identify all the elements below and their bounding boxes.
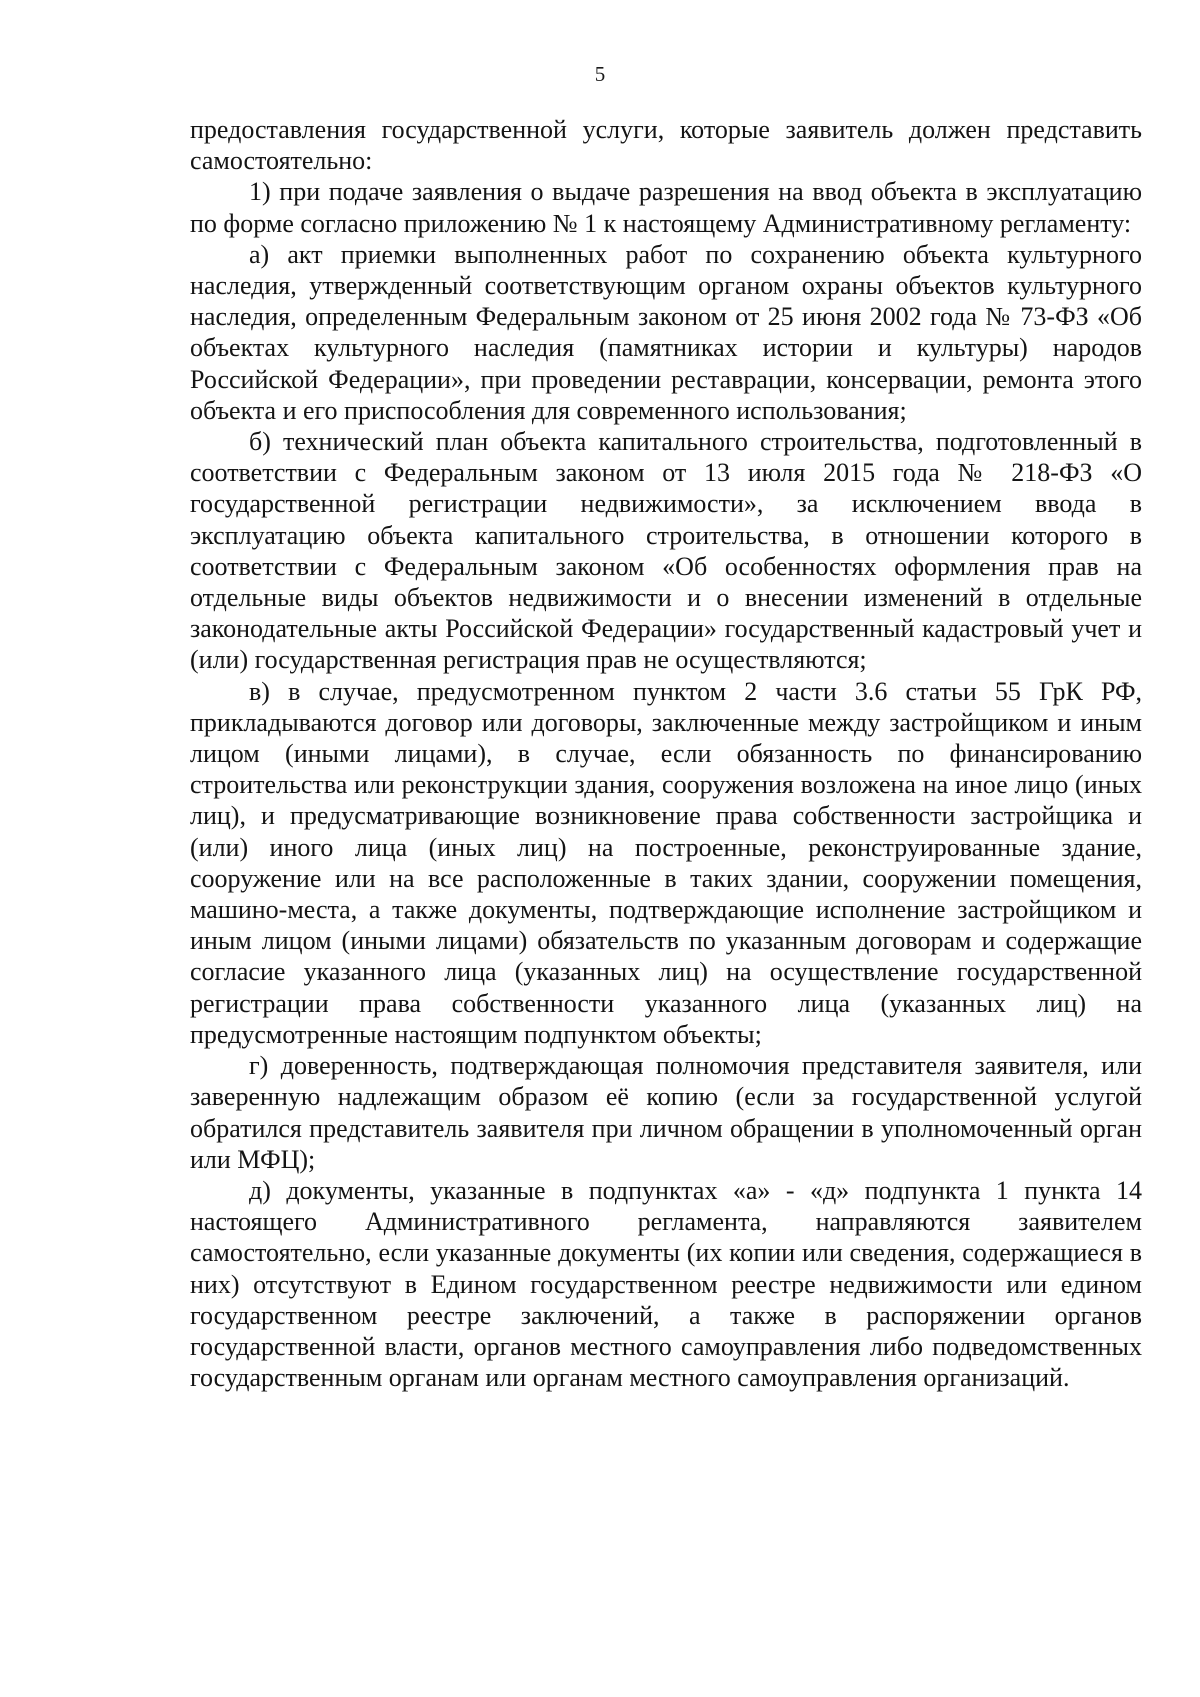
- paragraph-subitem-b: б) технический план объекта капитального строительства, подготовленный в соответствии с Федеральным законом от 13 июля 2015 года № 218-ФЗ «О государственной регистрации недвижимости», за исключением ввода в эксплуатацию объекта капитального строительства, в отношении которого в соответствии с Федеральным законом «Об особенностях оформления прав на отдельные виды объектов недвижимости и о внесении изменений в отдельные законодательные акты Российской Федерации» государственный кадастровый учет и (или) государственная регистрация прав не осуществляются;: [190, 427, 1142, 675]
- paragraph-intro: предоставления государственной услуги, которые заявитель должен представить самостоятельно:: [190, 115, 1142, 176]
- paragraph-subitem-v: в) в случае, предусмотренном пунктом 2 части 3.6 статьи 55 ГрК РФ, прикладываются договор или договоры, заключенные между застройщиком и иным лицом (иными лицами), в случае, если обязанность по финансированию строительства или реконструкции здания, сооружения возложена на иное лицо (иных лиц), и предусматривающие возникновение права собственности застройщика и (или) иного лица (иных лиц) на построенные, реконструированные здание, сооружение или на все расположенные в таких здании, сооружении помещения, машино-места, а также документы, подтверждающие исполнение застройщиком и иным лицом (иными лицами) обязательств по указанным договорам и содержащие согласие указанного лица (указанных лиц) на осуществление государственной регистрации права собственности указанного лица (указанных лиц) на предусмотренные настоящим подпунктом объекты;: [190, 676, 1142, 1049]
- paragraph-subitem-g: г) доверенность, подтверждающая полномочия представителя заявителя, или заверенную надлежащим образом её копию (если за государственной услугой обратился представитель заявителя при личном обращении в уполномоченный орган или МФЦ);: [190, 1051, 1142, 1174]
- page-number: 5: [594, 62, 606, 86]
- paragraph-subitem-d: д) документы, указанные в подпунктах «а» - «д» подпункта 1 пункта 14 настоящего Административного регламента, направляются заявителем самостоятельно, если указанные документы (их копии или сведения, содержащиеся в них) отсутствуют в Едином государственном реестре недвижимости или едином государственном реестре заключений, а также в распоряжении органов государственной власти, органов местного самоуправления либо подведомственных государственным органам или органам местного самоуправления организаций.: [190, 1175, 1142, 1393]
- paragraph-item-1: 1) при подаче заявления о выдаче разрешения на ввод объекта в эксплуатацию по форме согласно приложению № 1 к настоящему Административному регламенту:: [190, 177, 1142, 238]
- document-body: [190, 114, 1142, 1393]
- paragraph-subitem-a: а) акт приемки выполненных работ по сохранению объекта культурного наследия, утвержденный соответствующим органом охраны объектов культурного наследия, определенным Федеральным законом от 25 июня 2002 года № 73-ФЗ «Об объектах культурного наследия (памятниках истории и культуры) народов Российской Федерации», при проведении реставрации, консервации, ремонта этого объекта и его приспособления для современного использования;: [190, 239, 1142, 425]
